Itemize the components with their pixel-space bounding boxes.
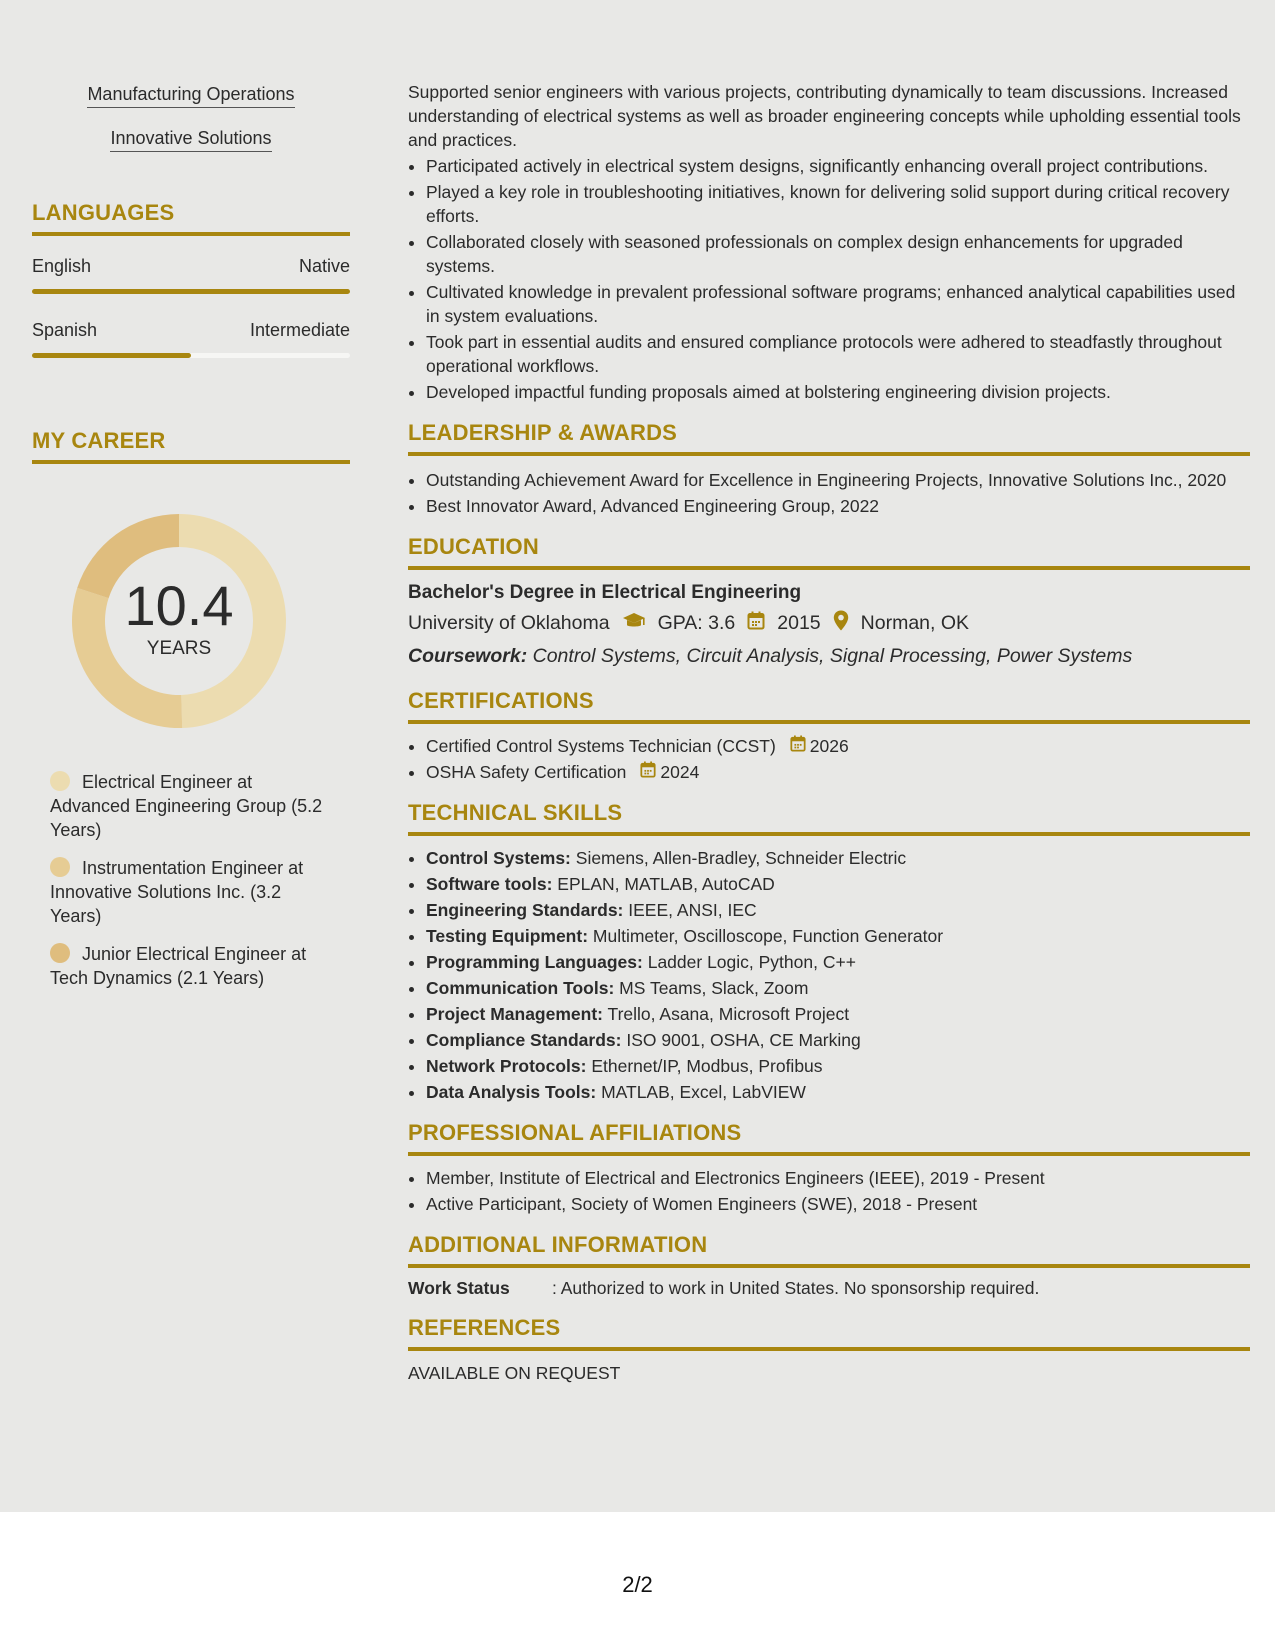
education-details bbox=[408, 610, 1250, 637]
skill-values: Siemens, Allen-Bradley, Schneider Electric bbox=[575, 848, 907, 868]
certification-item bbox=[426, 760, 1250, 784]
skill-values: Ethernet/IP, Modbus, Profibus bbox=[591, 1056, 823, 1076]
certification-name: • Certified Control Systems Technician (CCST) bbox=[426, 736, 776, 756]
career-legend-label: Junior Electrical Engineer at Tech Dynamics (2.1 Years) bbox=[50, 944, 307, 988]
tag-manufacturing-operations: Manufacturing Operations bbox=[87, 84, 294, 108]
references-text: AVAILABLE ON REQUEST bbox=[408, 1363, 621, 1383]
affiliation-item: • Active Participant, Society of Women Engineers (SWE), 2018 - Present bbox=[426, 1192, 1250, 1216]
language-item-spanish bbox=[32, 320, 350, 358]
skill-category: Software tools: bbox=[426, 874, 553, 894]
certification-item bbox=[426, 734, 1250, 758]
skill-category: Testing Equipment: bbox=[426, 926, 589, 946]
graduation-cap-icon bbox=[622, 612, 646, 636]
language-bar-fill bbox=[32, 289, 350, 294]
skill-category: Control Systems: bbox=[426, 848, 571, 868]
technical-skills-heading: TECHNICAL SKILLS bbox=[408, 800, 1250, 836]
language-name: Spanish bbox=[32, 320, 98, 340]
work-status bbox=[408, 1278, 1250, 1299]
skill-item bbox=[426, 924, 1250, 948]
language-bar-fill bbox=[32, 353, 191, 358]
certification-year: 2026 bbox=[809, 736, 849, 756]
work-status-label: Work Status bbox=[408, 1278, 510, 1298]
skill-category: Engineering Standards: bbox=[426, 900, 624, 920]
skill-item bbox=[426, 976, 1250, 1000]
experience-bullet: • Played a key role in troubleshooting initiatives, known for delivering solid support during critical recovery efforts. bbox=[426, 180, 1250, 228]
certification-year: 2024 bbox=[660, 762, 700, 782]
career-legend-label: Instrumentation Engineer at Innovative Solutions Inc. (3.2 Years) bbox=[50, 858, 304, 926]
legend-dot bbox=[50, 857, 70, 877]
skill-category: Data Analysis Tools: bbox=[426, 1082, 597, 1102]
affiliations-heading: PROFESSIONAL AFFILIATIONS bbox=[408, 1120, 1250, 1156]
school-name: University of Oklahoma bbox=[408, 612, 610, 634]
calendar-icon bbox=[790, 734, 806, 758]
experience-summary: Supported senior engineers with various projects, contributing dynamically to team discussions. Increased understanding of electrical systems as well as broader engineering concepts while upholding essential tools and practices. bbox=[408, 82, 1241, 150]
career-total-unit: YEARS bbox=[146, 638, 212, 659]
main-content bbox=[408, 80, 1250, 1384]
career-heading: MY CAREER bbox=[32, 428, 350, 464]
career-legend-item bbox=[50, 856, 325, 928]
experience-bullet: • Took part in essential audits and ensured compliance protocols were adhered to steadfastly throughout operational workflows. bbox=[426, 330, 1250, 378]
certification-name: • OSHA Safety Certification bbox=[426, 762, 627, 782]
legend-dot bbox=[50, 771, 70, 791]
language-bar bbox=[32, 353, 350, 358]
references-heading: REFERENCES bbox=[408, 1315, 1250, 1351]
skill-category: Project Management: bbox=[426, 1004, 603, 1024]
legend-dot bbox=[50, 943, 70, 963]
additional-info-heading: ADDITIONAL INFORMATION bbox=[408, 1232, 1250, 1268]
gpa: GPA: 3.6 bbox=[657, 612, 736, 634]
leadership-list bbox=[408, 468, 1250, 518]
graduation-year: 2015 bbox=[777, 612, 821, 634]
career-total-years: 10.4 bbox=[124, 574, 234, 637]
skill-category: Network Protocols: bbox=[426, 1056, 587, 1076]
career-donut bbox=[66, 508, 292, 734]
experience-bullet: • Developed impactful funding proposals aimed at bolstering engineering division projects. bbox=[426, 380, 1250, 404]
language-item-english bbox=[32, 256, 350, 294]
affiliations-list bbox=[408, 1166, 1250, 1216]
sidebar bbox=[32, 84, 350, 1004]
skills-list bbox=[408, 846, 1250, 1104]
career-legend-label: Electrical Engineer at Advanced Engineering Group (5.2 Years) bbox=[50, 772, 323, 840]
skill-values: Ladder Logic, Python, C++ bbox=[647, 952, 856, 972]
skill-item bbox=[426, 1054, 1250, 1078]
skill-values: IEEE, ANSI, IEC bbox=[628, 900, 757, 920]
calendar-icon bbox=[640, 760, 656, 784]
certifications-heading: CERTIFICATIONS bbox=[408, 688, 1250, 724]
career-legend bbox=[50, 770, 325, 990]
skill-values: Multimeter, Oscilloscope, Function Generator bbox=[592, 926, 944, 946]
award-item: • Outstanding Achievement Award for Excellence in Engineering Projects, Innovative Solutions Inc., 2020 bbox=[426, 468, 1250, 492]
tag-innovative-solutions: Innovative Solutions bbox=[110, 128, 271, 152]
language-bar bbox=[32, 289, 350, 294]
experience-bullet: • Collaborated closely with seasoned professionals on complex design enhancements for upgraded systems. bbox=[426, 230, 1250, 278]
skill-category: Communication Tools: bbox=[426, 978, 615, 998]
location-pin-icon bbox=[833, 610, 849, 637]
skill-values: MATLAB, Excel, LabVIEW bbox=[601, 1082, 806, 1102]
language-level: Native bbox=[298, 256, 350, 276]
coursework-label: Coursework: bbox=[408, 645, 528, 667]
skill-item bbox=[426, 1028, 1250, 1052]
skill-item bbox=[426, 846, 1250, 870]
award-item: • Best Innovator Award, Advanced Engineering Group, 2022 bbox=[426, 494, 1250, 518]
coursework bbox=[408, 645, 1250, 668]
experience-bullet: • Participated actively in electrical system designs, significantly enhancing overall project contributions. bbox=[426, 154, 1250, 178]
skill-values: EPLAN, MATLAB, AutoCAD bbox=[557, 874, 775, 894]
page-number: 2/2 bbox=[622, 1572, 653, 1597]
career-legend-item bbox=[50, 770, 325, 842]
skill-item bbox=[426, 872, 1250, 896]
certifications-list bbox=[408, 734, 1250, 784]
work-status-value: : Authorized to work in United States. No sponsorship required. bbox=[552, 1278, 1040, 1298]
skill-item bbox=[426, 950, 1250, 974]
education-heading: EDUCATION bbox=[408, 534, 1250, 570]
skill-item bbox=[426, 1002, 1250, 1026]
experience-bullets bbox=[408, 154, 1250, 404]
languages-heading: LANGUAGES bbox=[32, 200, 350, 236]
skill-values: ISO 9001, OSHA, CE Marking bbox=[626, 1030, 861, 1050]
school-location: Norman, OK bbox=[860, 612, 970, 634]
language-level: Intermediate bbox=[249, 320, 350, 340]
calendar-icon bbox=[747, 611, 765, 636]
skill-item bbox=[426, 1080, 1250, 1104]
coursework-list: Control Systems, Circuit Analysis, Signal Processing, Power Systems bbox=[532, 645, 1133, 667]
skill-category: Compliance Standards: bbox=[426, 1030, 622, 1050]
language-name: English bbox=[32, 256, 92, 276]
skill-category: Programming Languages: bbox=[426, 952, 643, 972]
affiliation-item: • Member, Institute of Electrical and Electronics Engineers (IEEE), 2019 - Present bbox=[426, 1166, 1250, 1190]
career-legend-item bbox=[50, 942, 325, 990]
experience-bullet: • Cultivated knowledge in prevalent professional software programs; enhanced analytical capabilities used in system evaluations. bbox=[426, 280, 1250, 328]
leadership-heading: LEADERSHIP & AWARDS bbox=[408, 420, 1250, 456]
degree-title: Bachelor's Degree in Electrical Engineering bbox=[408, 582, 802, 603]
skill-item bbox=[426, 898, 1250, 922]
skill-values: Trello, Asana, Microsoft Project bbox=[607, 1004, 850, 1024]
skill-values: MS Teams, Slack, Zoom bbox=[619, 978, 809, 998]
